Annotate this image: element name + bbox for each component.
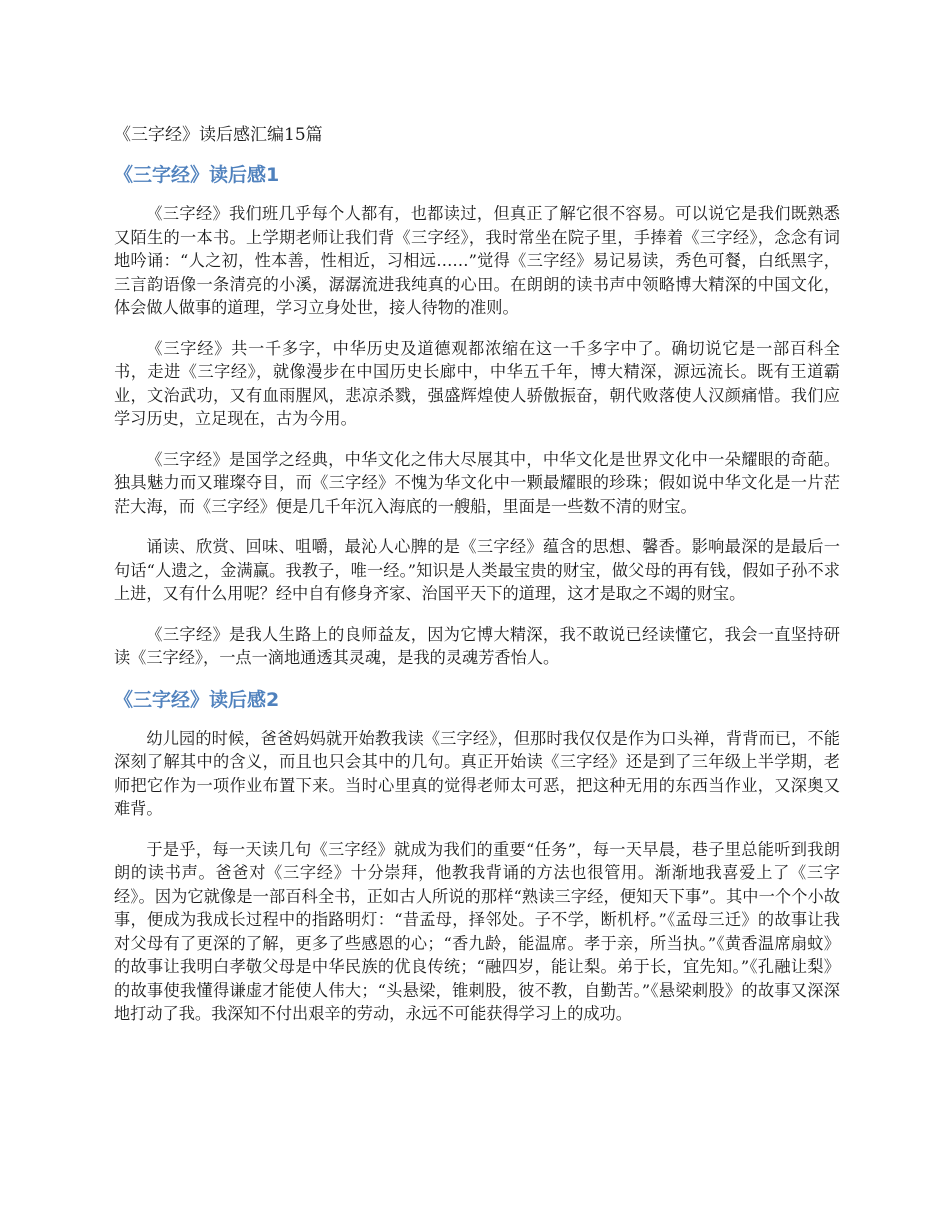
section-1 (114, 162, 840, 670)
document-title: 《三字经》读后感汇编15篇 (114, 125, 323, 145)
paragraph: 诵读、欣赏、回味、咀嚼，最沁人心脾的是《三字经》蕴含的思想、馨香。影响最深的是最后一句话“人遗之，金满赢。我教子，唯一经。”知识是人类最宝贵的财宝，做父母的再有钱，假如子孙不求上进，又有什么用呢？经中自有修身齐家、治国平天下的道理，这才是取之不竭的财宝。 (114, 537, 840, 603)
paragraph: 于是乎，每一天读几句《三字经》就成为我们的重要“任务”，每一天早晨，巷子里总能听到我朗朗的读书声。爸爸对《三字经》十分崇拜，他教我背诵的方法也很管用。渐渐地我喜爱上了《三字经》。因为它就像是一部百科全书，正如古人所说的那样“熟读三字经，便知天下事”。其中一个个小故事，便成为我成长过程中的指路明灯：“昔孟母，择邻处。子不学，断机杼。”《孟母三迁》的故事让我对父母有了更深的了解，更多了些感恩的心；“香九龄，能温席。孝于亲，所当执。”《黄香温席扇蚊》的故事让我明白孝敬父母是中华民族的优良传统；“融四岁，能让梨。弟于长，宜先知。”《孔融让梨》的故事使我懂得谦虚才能使人伟大；“头悬梁，锥刺股，彼不教，自勤苦。”《悬梁刺股》的故事又深深地打动了我。我深知不付出艰辛的劳动，永远不可能获得学习上的成功。 (114, 839, 840, 1023)
section-heading: 《三字经》读后感1 (114, 164, 280, 186)
paragraph: 《三字经》共一千多字，中华历史及道德观都浓缩在这一千多字中了。确切说它是一部百科全书，走进《三字经》，就像漫步在中国历史长廊中，中华五千年，博大精深，源远流长。既有王道霸业，文治武功，又有血雨腥风，悲凉杀戮，强盛辉煌使人骄傲振奋，朝代败落使人汉颜痛惜。我们应学习历史，立足现在，古为今用。 (114, 338, 840, 428)
paragraph: 《三字经》是我人生路上的良师益友，因为它博大精深，我不敢说已经读懂它，我会一直坚持研读《三字经》，一点一滴地通透其灵魂，是我的灵魂芳香怡人。 (114, 624, 840, 667)
paragraph: 幼儿园的时候，爸爸妈妈就开始教我读《三字经》，但那时我仅仅是作为口头禅，背背而已，不能深刻了解其中的含义，而且也只会其中的几句。真正开始读《三字经》还是到了三年级上半学期，老师把它作为一项作业布置下来。当时心里真的觉得老师太可恶，把这种无用的东西当作业，又深奥又难背。 (114, 728, 840, 818)
section-2 (114, 687, 840, 1026)
section-heading: 《三字经》读后感2 (114, 688, 280, 711)
paragraph: 《三字经》我们班几乎每个人都有，也都读过，但真正了解它很不容易。可以说它是我们既熟悉又陌生的一本书。上学期老师让我们背《三字经》，我时常坐在院子里，手捧着《三字经》，念念有词地吟诵：“人之初，性本善，性相近，习相远……”觉得《三字经》易记易读，秀色可餐，白纸黑字，三言韵语像一条清亮的小溪，潺潺流进我纯真的心田。在朗朗的读书声中领略博大精深的中国文化，体会做人做事的道理，学习立身处世，接人待物的准则。 (114, 204, 840, 317)
paragraph: 《三字经》是国学之经典，中华文化之伟大尽展其中，中华文化是世界文化中一朵耀眼的奇葩。独具魅力而又璀璨夺目，而《三字经》不愧为华文化中一颗最耀眼的珍珠；假如说中华文化是一片茫茫大海，而《三字经》便是几千年沉入海底的一艘船，里面是一些数不清的财宝。 (114, 449, 840, 516)
